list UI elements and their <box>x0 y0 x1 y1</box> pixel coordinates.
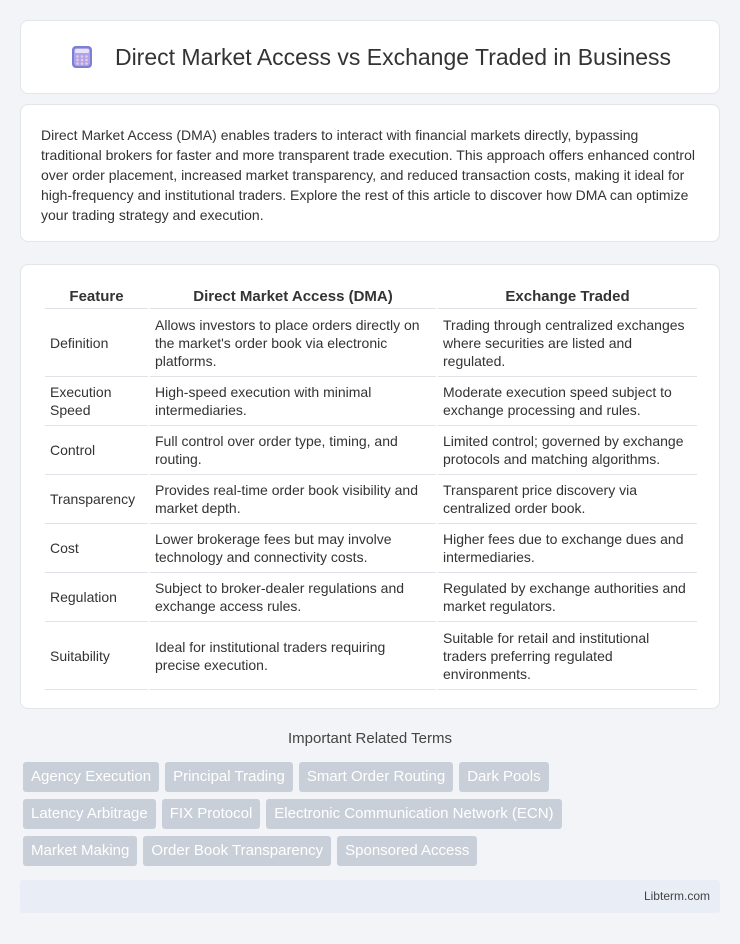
exchange-cell: Moderate execution speed subject to exchange processing and rules. <box>438 377 697 426</box>
dma-cell: Allows investors to place orders directly on the market's order book via electronic platforms. <box>150 309 436 377</box>
table-row <box>45 377 697 426</box>
tag-row <box>23 762 723 792</box>
exchange-cell: Regulated by exchange authorities and market regulators. <box>438 573 697 622</box>
feature-cell: Regulation <box>45 573 148 622</box>
tag-agency-execution[interactable]: Agency Execution <box>23 762 159 792</box>
intro-text: Direct Market Access (DMA) enables traders to interact with financial markets directly, bypassing traditional brokers for faster and more transparent trade execution. This approach offers enhanced control over order placement, increased market transparency, and reduced transaction costs, making it ideal for high-frequency and institutional traders. Explore the rest of this article to discover how DMA can optimize your trading strategy and execution. <box>41 127 695 223</box>
tag-smart-order-routing[interactable]: Smart Order Routing <box>299 762 453 792</box>
dma-cell: Full control over order type, timing, and routing. <box>150 426 436 475</box>
page-title: Direct Market Access vs Exchange Traded in Business <box>114 43 672 70</box>
exchange-cell: Suitable for retail and institutional traders preferring regulated environments. <box>438 622 697 690</box>
footer <box>20 880 720 913</box>
table-row <box>45 524 697 573</box>
intro-card <box>20 104 720 242</box>
tag-latency-arbitrage[interactable]: Latency Arbitrage <box>23 799 156 829</box>
table-header-row <box>45 287 697 309</box>
tag-market-making[interactable]: Market Making <box>23 836 137 866</box>
table-row <box>45 309 697 377</box>
header-feature: Feature <box>45 287 148 309</box>
exchange-cell: Higher fees due to exchange dues and intermediaries. <box>438 524 697 573</box>
exchange-cell: Transparent price discovery via centralized order book. <box>438 475 697 524</box>
table-row <box>45 426 697 475</box>
dma-cell: Subject to broker-dealer regulations and exchange access rules. <box>150 573 436 622</box>
feature-cell: Definition <box>45 309 148 377</box>
dma-cell: Lower brokerage fees but may involve technology and connectivity costs. <box>150 524 436 573</box>
header-exchange: Exchange Traded <box>438 287 697 309</box>
table-row <box>45 622 697 690</box>
tag-row <box>23 799 723 829</box>
comparison-table-card <box>20 264 720 709</box>
feature-cell: Transparency <box>45 475 148 524</box>
exchange-cell: Limited control; governed by exchange protocols and matching algorithms. <box>438 426 697 475</box>
header-dma: Direct Market Access (DMA) <box>150 287 436 309</box>
comparison-table <box>43 287 699 690</box>
tag-dark-pools[interactable]: Dark Pools <box>459 762 548 792</box>
tag-sponsored-access[interactable]: Sponsored Access <box>337 836 477 866</box>
tag-principal-trading[interactable]: Principal Trading <box>165 762 293 792</box>
table-row <box>45 573 697 622</box>
table-row <box>45 475 697 524</box>
tag-row <box>23 836 723 866</box>
footer-site-link[interactable]: Libterm.com <box>643 889 710 903</box>
feature-cell: Control <box>45 426 148 475</box>
exchange-cell: Trading through centralized exchanges where securities are listed and regulated. <box>438 309 697 377</box>
tag-ecn[interactable]: Electronic Communication Network (ECN) <box>266 799 561 829</box>
related-terms <box>23 762 723 873</box>
feature-cell: Execution Speed <box>45 377 148 426</box>
calculator-icon <box>69 44 95 70</box>
title-card <box>20 20 720 94</box>
feature-cell: Suitability <box>45 622 148 690</box>
dma-cell: Ideal for institutional traders requiring precise execution. <box>150 622 436 690</box>
related-terms-title: Important Related Terms <box>288 730 452 747</box>
dma-cell: Provides real-time order book visibility and market depth. <box>150 475 436 524</box>
tag-order-book-transparency[interactable]: Order Book Transparency <box>143 836 331 866</box>
tag-fix-protocol[interactable]: FIX Protocol <box>162 799 261 829</box>
dma-cell: High-speed execution with minimal intermediaries. <box>150 377 436 426</box>
feature-cell: Cost <box>45 524 148 573</box>
